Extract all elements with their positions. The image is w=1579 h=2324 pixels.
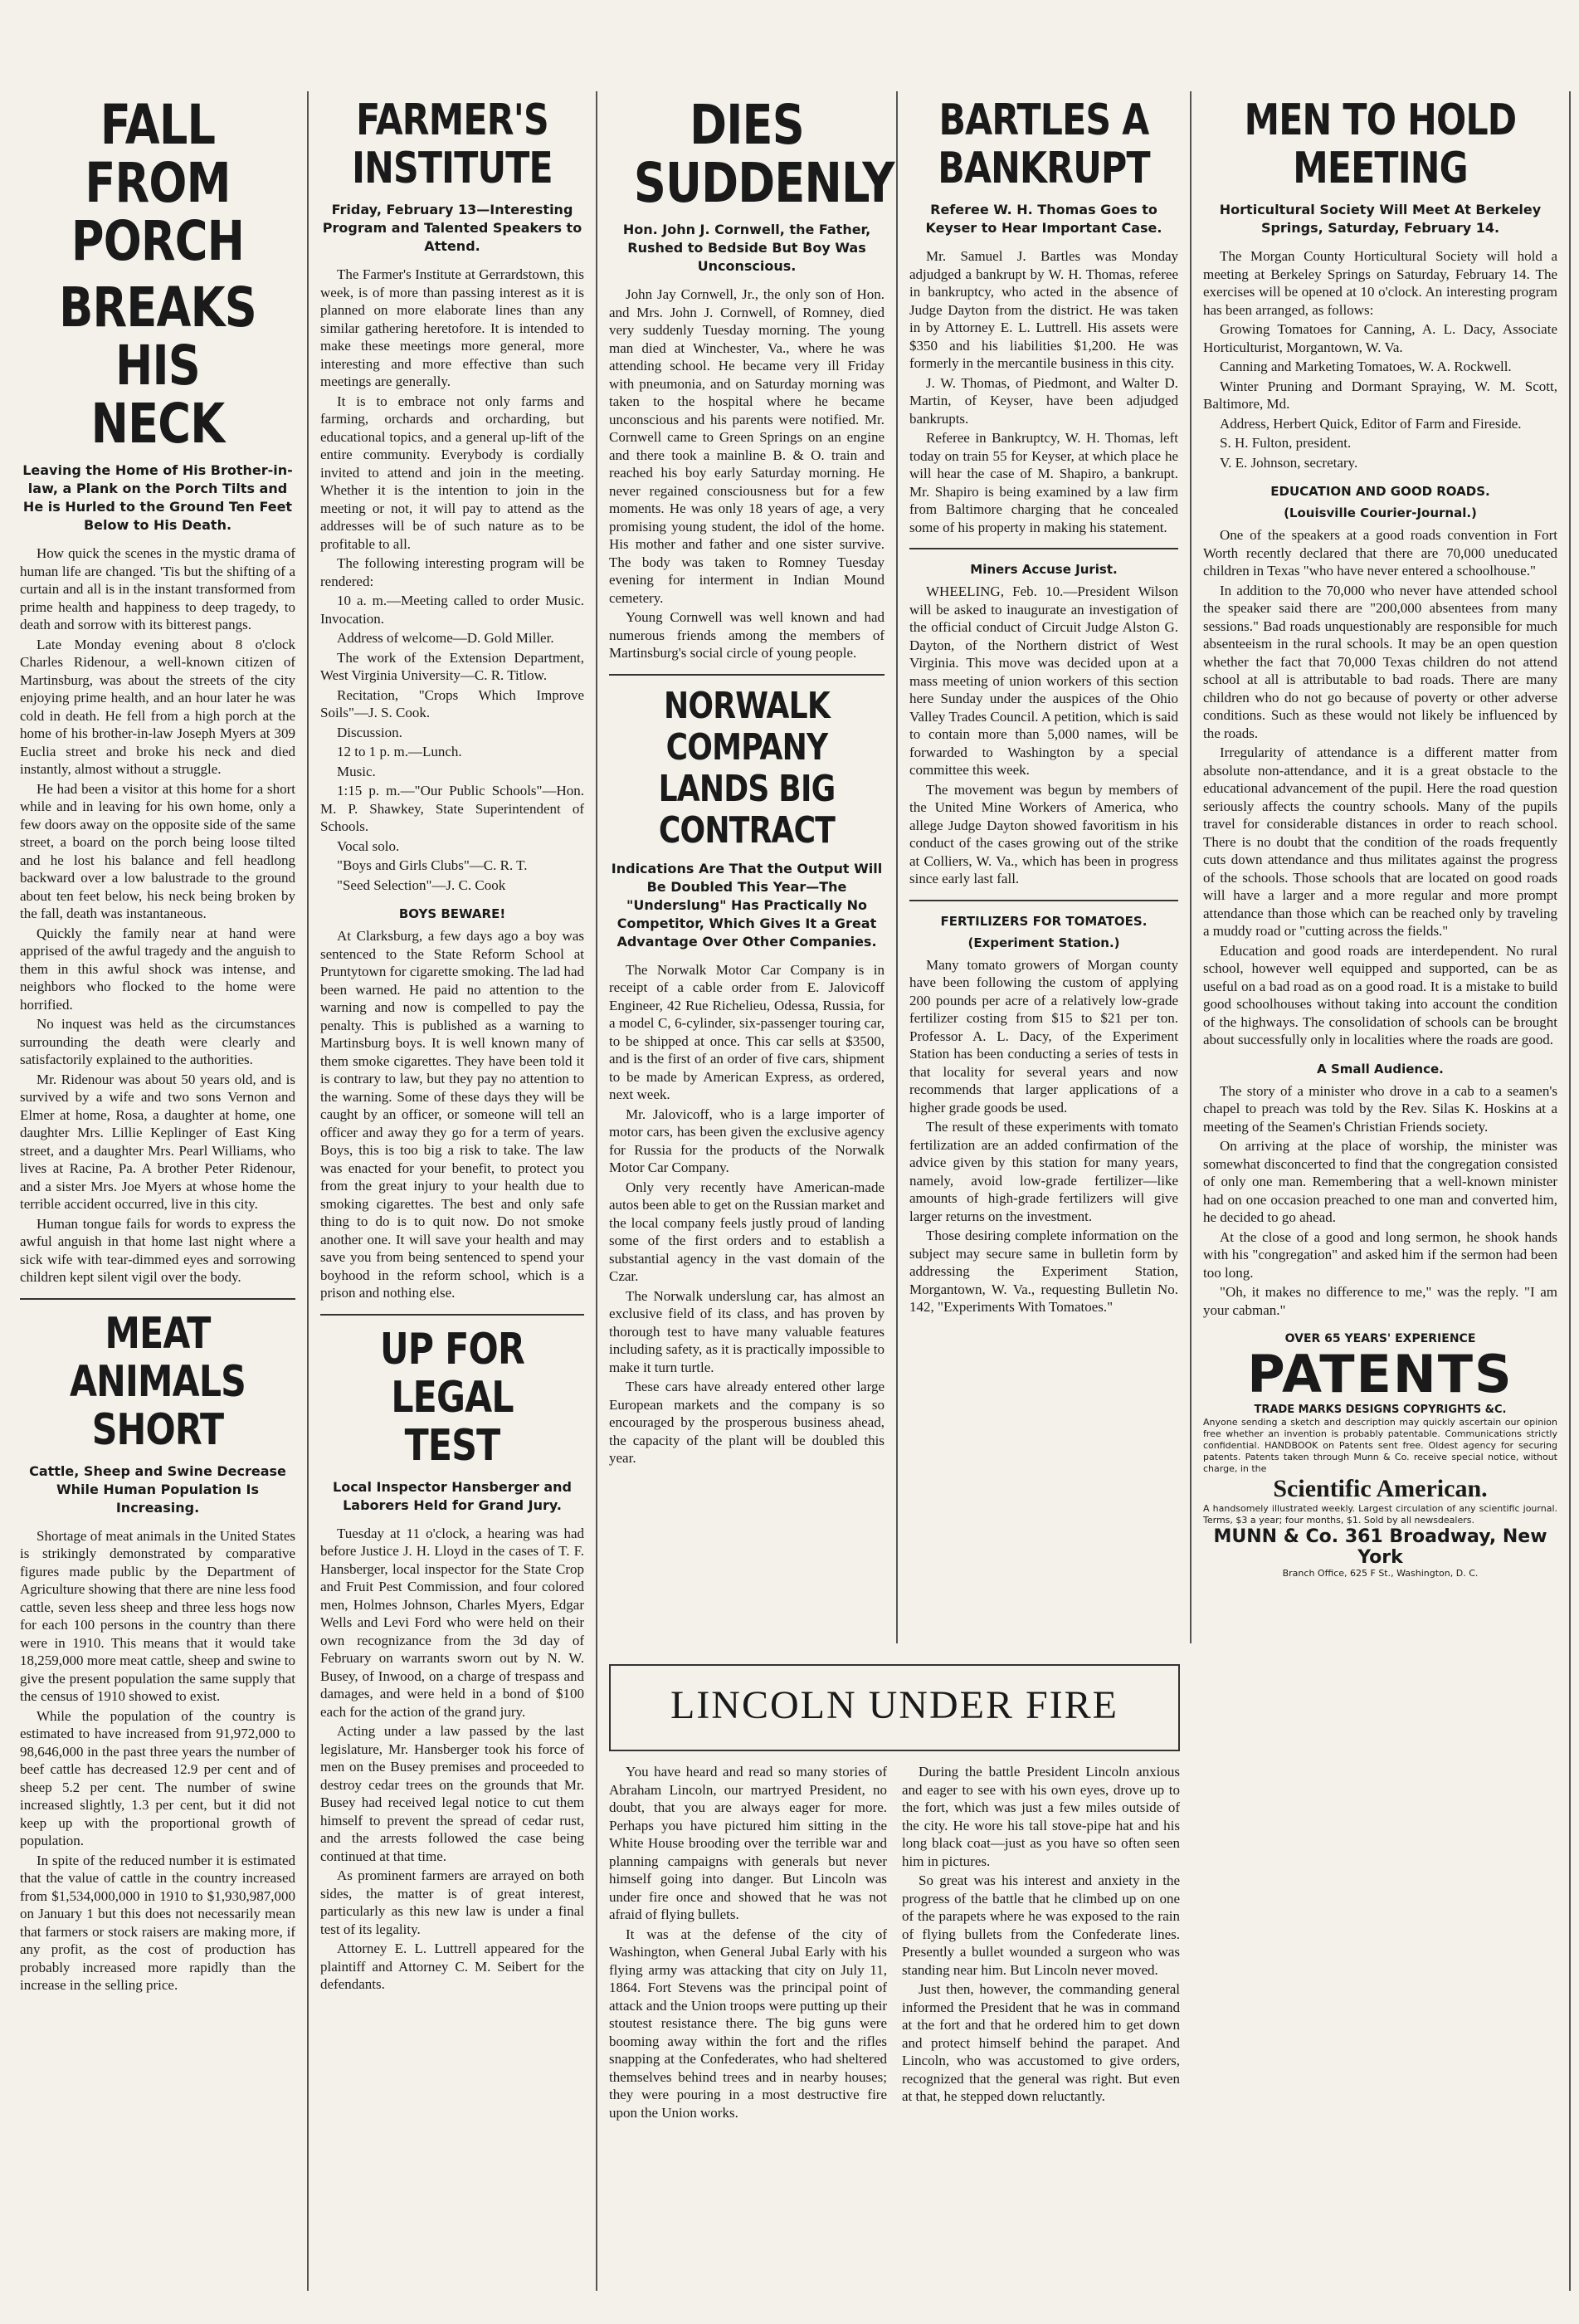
ad-trade-marks: TRADE MARKS DESIGNS COPYRIGHTS &C.	[1254, 1404, 1507, 1416]
headline-breaks-his-neck: BREAKS HIS NECK	[59, 276, 256, 456]
article-paragraph: He had been a visitor at this home for a short while and in leaving for his own home, only a few doors away on the opposite side of the same street, a board on the porch being loose tilted and he lost his balance and fell headlong backward over a low balustrade to the ground about ten feet below, his neck being broken by the fall, death was instantaneous.	[20, 780, 295, 921]
program-item: 12 to 1 p. m.—Lunch.	[337, 744, 462, 759]
deck-legal-test: Local Inspector Hansberger and Laborers Held for Grand Jury.	[333, 1478, 572, 1513]
deck-norwalk: Indications Are That the Output Will Be Doubled This Year—The "Underslung" Has Practically No Competitor, Which Gives It a Great Advantage Over Other Companies.	[611, 860, 883, 950]
article-paragraph: Many tomato growers of Morgan county have been following the custom of applying 200 pounds per acre of a relatively low-grade fertilizer costing from $15 to $21 per ton. Professor A. L. Dacy, of the Experiment Station has been conducting a series of tests in that locality for several years and now recommends that larger applications of a higher grade goods be used.	[909, 956, 1178, 1116]
article-paragraph: J. W. Thomas, of Piedmont, and Walter D. Martin, of Keyser, have been adjudged bankrupts.	[909, 374, 1178, 427]
subhead-small-audience: A Small Audience.	[1317, 1061, 1444, 1077]
deck-fall-from-porch: Leaving the Home of His Brother-in-law, a Plank on the Porch Tilts and He is Hurled to the Ground Ten Feet Below to His Death.	[22, 462, 293, 533]
lincoln-right-column	[902, 1763, 1180, 2123]
article-paragraph: No inquest was held as the circumstances surrounding the death were clearly and satisfactorily explained to the authorities.	[20, 1016, 295, 1067]
program-item: The work of the Extension Department, West Virginia University—C. R. Titlow.	[320, 649, 584, 683]
article-paragraph: Irregularity of attendance is a different matter from absolute non-attendance, and it is a great obstacle to the educational advancement of the pupil. Here the road question seriously affects the country schools. Many of the pupils travel for considerable distances in order to reach school. There is no doubt that the condition of the roads frequently cuts down attendance and thus militates against the progress of the schools. Those schools that are located on good roads will have a larger and a more regular and more prompt attendance than those which can be reached only by traveling a muddy road or "cutting across the fields."	[1203, 745, 1557, 939]
article-paragraph: The Morgan County Horticultural Society will hold a meeting at Berkeley Springs on Saturday, February 14. The exercises will be opened at 10 o'clock. An interesting program has been arranged, as follows:	[1203, 248, 1557, 318]
ad-branch-office: Branch Office, 625 F St., Washington, D. C.	[1282, 1568, 1479, 1579]
article-paragraph: The Norwalk Motor Car Company is in receipt of a cable order from E. Jalovicoff Engineer, 42 Rue Richelieu, Odessa, Russia, for a model C, 6-cylinder, six-passenger touring car, to be shipped at once. This car sells at $3500, and is the first of an order of five cars, shipment to be made by American Express, as ordered, next week.	[609, 961, 885, 1102]
headline-farmers-institute: FARMER'S INSTITUTE	[352, 95, 553, 193]
program-item: Address of welcome—D. Gold Miller.	[337, 630, 554, 646]
headline-men-to-hold-meeting: MEN TO HOLD MEETING	[1244, 95, 1517, 193]
ad-body-text-2: A handsomely illustrated weekly. Largest circulation of any scientific journal. Terms, $3 a year; four months, $1. Sold by all newsdealers.	[1203, 1503, 1557, 1526]
deck-farmers-institute: Friday, February 13—Interesting Program and Talented Speakers to Attend.	[322, 202, 582, 254]
lincoln-under-fire-article	[597, 1656, 1192, 2123]
headline-up-for-legal-test: UP FOR LEGAL TEST	[379, 1324, 525, 1471]
patents-advertisement	[1203, 1332, 1557, 1579]
article-paragraph: It is to embrace not only farms and farming, orchards and orcharding, but educational topics, and a general up-lift of the entire community. Everybody is cordially invited to attend and join in the meeting. Whether it is the intention to join in the meeting or not, it will pay to attend as the addresses will be of such nature as to be profitable to all.	[320, 393, 584, 552]
article-paragraph: Shortage of meat animals in the United States is strikingly demonstrated by comparative figures made public by the Department of Agriculture showing that there are nine less food cattle, seven less sheep and three less hogs now for each 100 persons in the country than there were in 1910. This means that it would take 18,259,000 more meat cattle, sheep and swine to give the present population the same supply that the census of 1910 showed to exist.	[20, 1527, 295, 1704]
article-paragraph: One of the speakers at a good roads convention in Fort Worth recently declared that there are 70,000 uneducated children in Texas "who have never entered a schoolhouse."	[1203, 527, 1557, 579]
article-paragraph: Human tongue fails for words to express the awful anguish in that home last night where a sick wife with tear-dimmed eyes and sorrowing children kept silent vigil over the body.	[20, 1215, 295, 1285]
article-paragraph: Canning and Marketing Tomatoes, W. A. Rockwell.	[1220, 359, 1512, 374]
article-paragraph: The story of a minister who drove in a cab to a seamen's chapel to preach was told by the Rev. Silas K. Hoskins at a meeting of the Seamen's Christian Friends society.	[1203, 1082, 1557, 1135]
article-paragraph: Just then, however, the commanding general informed the President that he was in command at the fort and that he ordered him to get down and protect himself behind the parapet. And Lincoln, who was accustomed to give orders, recognized that the general was right. But even at that, he stepped down reluctantly.	[902, 1981, 1180, 2104]
headline-norwalk-company: NORWALK COMPANY LANDS BIG CONTRACT	[658, 684, 836, 852]
program-item: "Boys and Girls Clubs"—C. R. T.	[337, 857, 528, 873]
subhead-miners-accuse-jurist: Miners Accuse Jurist.	[970, 562, 1118, 577]
article-paragraph: Quickly the family near at hand were apprised of the awful tragedy and the anguish to them in this awful shock was intense, and neighbors who flocked to the home were horrified.	[20, 925, 295, 1013]
subhead-fertilizers: FERTILIZERS FOR TOMATOES.	[940, 913, 1148, 929]
deck-meat-animals: Cattle, Sheep and Swine Decrease While Human Population Is Increasing.	[29, 1462, 286, 1516]
headline-dies-suddenly: DIES SUDDENLY	[633, 93, 894, 215]
article-paragraph: These cars have already entered other large European markets and the company is so encouraged by the prosperous business ahead, the capacity of the plant will be doubled this year.	[609, 1379, 885, 1466]
article-paragraph: Late Monday evening about 8 o'clock Charles Ridenour, a well-known citizen of Martinsburg, was about the streets of the city enjoying prime health, and an hour later he was cold in death. He fell from a high porch at the home of his brother-in-law Joseph Myers at 309 Euclia street and broke his neck and died instantly, almost without a struggle.	[20, 636, 295, 777]
lincoln-left-column	[609, 1763, 887, 2123]
article-paragraph: In addition to the 70,000 who never have attended school the speaker said there are "200,000 absentees from many sessions." Bad roads unquestionably are responsible for much absenteeism in the rural schools. It may be an open question whether the fact that 70,000 Texas children do not attend school at all is attributable to bad roads. There are many children who do not go because of poverty or other adverse conditions. Such as these would not likely be influenced by the roads.	[1203, 582, 1557, 741]
article-paragraph: In spite of the reduced number it is estimated that the value of cattle in the country increased from $1,534,000,000 in 1910 to $1,930,987,000 on January 1 but this does not necessarily mean that farmers or stock raisers are making more, if any profit, as the cost of production has probably increased more rapidly than the increase in the selling price.	[20, 1852, 295, 1993]
program-item: 10 a. m.—Meeting called to order Music. Invocation.	[320, 593, 584, 627]
article-paragraph: While the population of the country is estimated to have increased from 91,972,000 to 98,646,000 in the past three years the number of beef cattle has decreased 12.9 per cent and of sheep 5.2 per cent. The number of swine increased slightly, 1.3 per cent, but it did not keep up with the proportional growth of population.	[20, 1707, 295, 1848]
ad-body-text: Anyone sending a sketch and description may quickly ascertain our opinion free whether an invention is probably patentable. Communications strictly confidential. HANDBOOK on Patents sent free. Oldest agency for securing patents. Patents taken through Munn & Co. receive special notice, without charge, in the	[1203, 1417, 1557, 1474]
section-divider	[609, 674, 885, 676]
deck-dies-suddenly: Hon. John J. Cornwell, the Father, Rushed to Bedside But Boy Was Unconscious.	[622, 222, 871, 274]
article-paragraph: Education and good roads are interdependent. No rural school, however well equipped and supported, can be as useful on a bad road as on a good road. It is a mistake to build good schoolhouses without taking into account the condition of the highways. The consolidation of schools can be brought about successfully only in localities where the roads are good.	[1203, 942, 1557, 1047]
ad-scientific-american: Scientific American.	[1273, 1475, 1488, 1502]
headline-meat-animals-short: MEAT ANIMALS SHORT	[69, 1308, 246, 1455]
article-paragraph: Growing Tomatoes for Canning, A. L. Dacy, Associate Horticulturist, Morgantown, W. Va.	[1203, 321, 1557, 355]
article-paragraph: Those desiring complete information on the subject may secure same in bulletin form by addressing the Experiment Station, Morgantown, W. Va., requesting Bulletin No. 142, "Experiments With Tomatoes."	[909, 1228, 1178, 1315]
article-paragraph: Attorney E. L. Luttrell appeared for the plaintiff and Attorney C. M. Seibert for the defendants.	[320, 1941, 584, 1992]
deck-horticultural: Horticultural Society Will Meet At Berkeley Springs, Saturday, February 14.	[1219, 202, 1542, 236]
subhead-experiment-station: (Experiment Station.)	[967, 935, 1120, 950]
article-paragraph: Tuesday at 11 o'clock, a hearing was had before Justice J. H. Lloyd in the cases of T. F. Hansberger, local inspector for the State Crop and Fruit Pest Commission, and four colored men, Holmes Johnson, Charles Myers, Edgar Wells and Levi Ford who were held on their own recognizance from the 3d day of February on warrants sworn out by N. W. Busey, of Inwood, on a charge of trespass and damages, and were held in a bond of $100 each for the action of the grand jury.	[320, 1525, 584, 1720]
subhead-education-good-roads: EDUCATION AND GOOD ROADS.	[1270, 484, 1490, 499]
subhead-courier-journal: (Louisville Courier-Journal.)	[1284, 505, 1477, 520]
article-paragraph: Acting under a law passed by the last legislature, Mr. Hansberger took his force of men on the Busey premises and proceeded to destroy cedar trees on the grounds that Mr. Busey had received legal notice to cut them himself to prevent the spread of cedar rust, and the arrests followed the case being continued at that time.	[320, 1723, 584, 1864]
section-divider	[909, 548, 1178, 549]
article-paragraph: The following interesting program will be rendered:	[320, 555, 584, 589]
article-paragraph: It was at the defense of the city of Washington, when General Jubal Early with his flying army was attacking that city on July 11, 1864. Fort Stevens was the principal point of attack and the Union troops were putting up their stoutest resistance there. The big guns were booming away within the fort and the rifles snapping at the Confederates, who had sheltered themselves behind trees and in nearby houses; they were pouring in a most destructive fire upon the Union works.	[609, 1926, 887, 2121]
article-paragraph: So great was his interest and anxiety in the progress of the battle that he climbed up on one of the parapets where he was exposed to the rain of flying bullets from the Confederate lines. Presently a bullet wounded a surgeon who was standing near him. But Lincoln never moved.	[902, 1872, 1180, 1978]
program-item: Music.	[337, 763, 376, 779]
column-5	[1192, 91, 1571, 2291]
column-4	[898, 91, 1192, 1643]
article-paragraph: At Clarksburg, a few days ago a boy was sentenced to the State Reform School at Pruntytown for cigarette smoking. The lad had been warned. He paid no attention to the warning and now is compelled to pay the penalty. This is published as a warning to Martinsburg boys. It is well known many of them smoke cigarettes. They have been told it is contrary to law, but they pay no attention to the warning. Some of these days they will be caught by an officer, or someone will tell an officer and away they go for a term of years. Boys, this is too big a risk to take. The law was enacted for your benefit, to protect you from the great injury to your health due to smoking cigarettes. The best and only safe thing to do is to quit now. Do not smoke another one. It will save your health and may save you from being sentenced to spend your boyhood in the reform school, which is a prison and nothing else.	[320, 928, 584, 1301]
article-paragraph: The Farmer's Institute at Gerrardstown, this week, is of more than passing interest as it is planned on more elaborate lines than any similar gathering heretofore. It is intended to make these meetings more general, more interesting and more effective than such meetings are generally.	[320, 266, 584, 389]
ad-munn-address: MUNN & Co. 361 Broadway, New York	[1213, 1526, 1547, 1568]
ad-experience: OVER 65 YEARS' EXPERIENCE	[1284, 1332, 1476, 1345]
section-divider	[20, 1298, 295, 1300]
article-paragraph: On arriving at the place of worship, the minister was somewhat disconcerted to find that the congregation consisted of only one man. Remembering that a well-known minister had on one occasion preached to one man and converted him, he decided to go ahead.	[1203, 1138, 1557, 1225]
lincoln-columns	[609, 1763, 1180, 2123]
section-divider	[320, 1314, 584, 1316]
article-paragraph: Only very recently have American-made autos been able to get on the Russian market and the local company feels justly proud of landing some of the first orders and to establish a substantial agency in the vast domain of the Czar.	[609, 1179, 885, 1284]
article-paragraph: How quick the scenes in the mystic drama of human life are changed. 'Tis but the shifting of a curtain and all is in the instant transformed from prime health and happiness to deep tragedy, to death and sorrow with its bitterest pangs.	[20, 545, 295, 632]
column-1	[8, 91, 309, 2291]
subhead-boys-beware: BOYS BEWARE!	[398, 906, 506, 921]
article-paragraph: WHEELING, Feb. 10.—President Wilson will be asked to inaugurate an investigation of the official conduct of Circuit Judge Alston G. Dayton, of the Northern district of West Virginia. This move was decided upon at a mass meeting of union workers of this section here Sunday under the auspices of the Ohio Valley Trades Council. A petition, which is said to contain more than 5,000 names, will be forwarded to Washington by a special committee this week.	[909, 583, 1178, 778]
article-paragraph: You have heard and read so many stories of Abraham Lincoln, our martryed President, no doubt, that you are always eager for more. Perhaps you have pictured him sitting in the White House brooding over the terrible war and planning campaigns with generals but never himself going into danger. But Lincoln was under fire once and showed that he was not afraid of flying bullets.	[609, 1764, 887, 1922]
article-paragraph: Winter Pruning and Dormant Spraying, W. M. Scott, Baltimore, Md.	[1203, 378, 1557, 412]
program-item: "Seed Selection"—J. C. Cook	[337, 876, 506, 893]
article-paragraph: The result of these experiments with tomato fertilization are an added confirmation of the advice given by this station for many years, namely, avoid low-grade fertilizer—like amounts of high-grade fertilizers will give larger returns on the investment.	[909, 1119, 1178, 1224]
program-item: Recitation, "Crops Which Improve Soils"—J. S. Cook.	[320, 686, 584, 720]
article-paragraph: Young Cornwell was well known and had numerous friends among the members of Martinsburg's social circle of young people.	[609, 609, 885, 661]
program-item: Vocal solo.	[337, 837, 400, 854]
headline-lincoln-under-fire: LINCOLN UNDER FIRE	[670, 1683, 1118, 1727]
headline-fall-from-porch: FALL FROM PORCH	[71, 93, 245, 273]
program-item: 1:15 p. m.—"Our Public Schools"—Hon. M. P. Shawkey, State Superintendent of Schools.	[320, 783, 584, 834]
article-paragraph: Mr. Samuel J. Bartles was Monday adjudged a bankrupt by W. H. Thomas, referee in bankruptcy, who acted in the absence of Judge Dayton from the district. He was taken in by Attorney E. L. Luttrell. His assets were $350 and his liabilities $1,200. He was formerly in the mercantile business in this city.	[909, 248, 1178, 371]
article-paragraph: During the battle President Lincoln anxious and eager to see with his own eyes, drove up to the fort, which was just a few miles outside of the city. He wore his tall stove-pipe hat and his long black coat—just as you have so often seen him in pictures.	[902, 1764, 1180, 1869]
article-paragraph: V. E. Johnson, secretary.	[1220, 454, 1358, 471]
headline-bartles-bankrupt: BARTLES A BANKRUPT	[938, 95, 1150, 193]
column-2	[309, 91, 597, 2291]
article-paragraph: At the close of a good and long sermon, he shook hands with his "congregation" and asked him if the sermon had been too long.	[1203, 1228, 1557, 1281]
deck-bartles: Referee W. H. Thomas Goes to Keyser to Hear Important Case.	[925, 202, 1162, 236]
program-item: Discussion.	[337, 724, 402, 740]
article-paragraph: "Oh, it makes no difference to me," was the reply. "I am your cabman."	[1203, 1284, 1557, 1318]
article-paragraph: The Norwalk underslung car, has almost an exclusive field of its class, and has proven by thorough test to have many valuable features including safety, as it is practically impossible to make it turn turtle.	[609, 1287, 885, 1375]
section-divider	[909, 900, 1178, 901]
article-paragraph: Mr. Ridenour was about 50 years old, and is survived by a wife and two sons Vernon and Elmer at home, Rosa, a daughter at home, one daughter Mrs. Lillie Keplinger of East King street, and a daughter Mrs. Pearl Williams, who lives at Racine, Pa. A brother Peter Ridenour, and a sister Mrs. Joe Myers at whose home the terrible accident occurred, live in this city.	[20, 1071, 295, 1212]
column-3	[597, 91, 898, 1643]
article-paragraph: Referee in Bankruptcy, W. H. Thomas, left today on train 55 for Keyser, at which place he will hear the case of M. Shapiro, a bankrupt. Mr. Shapiro is being examined by a law firm from Baltimore charging that he concealed some of his property in making his statement.	[909, 430, 1178, 535]
article-paragraph: As prominent farmers are arrayed on both sides, the matter is of great interest, particularly as this new law is under a final test of its legality.	[320, 1868, 584, 1937]
ad-patents-title: PATENTS	[1247, 1344, 1513, 1404]
article-paragraph: Address, Herbert Quick, Editor of Farm and Fireside.	[1220, 415, 1522, 432]
article-paragraph: S. H. Fulton, president.	[1220, 435, 1352, 451]
article-paragraph: The movement was begun by members of the United Mine Workers of America, who allege Judge Dayton showed favoritism in his conduct of the cases growing out of the strike at Colliers, W. Va., which has been in progress since early last fall.	[909, 781, 1178, 886]
article-paragraph: Mr. Jalovicoff, who is a large importer of motor cars, has been given the exclusive agency for Russia for the products of the Norwalk Motor Car Company.	[609, 1106, 885, 1175]
lincoln-title-box	[609, 1664, 1180, 1751]
article-paragraph: John Jay Cornwell, Jr., the only son of Hon. and Mrs. John J. Cornwell, of Romney, died very suddenly Tuesday morning. The young man died at Winchester, Va., where he was attending school. He became very ill Friday with pneumonia, and on Saturday morning was taken to the hospital where he became unconscious and his parents were notified. Mr. Cornwell came to Green Springs on an engine and there took a mainline B. & O. train and reached his boy early Saturday morning. He never regained consciousness but for a few moments. He was only 18 years of age, a very promising young student, the idol of the home. His mother and father and one sister survive. The body was taken to Romney Tuesday evening for interment in Indian Mound cemetery.	[609, 286, 885, 606]
